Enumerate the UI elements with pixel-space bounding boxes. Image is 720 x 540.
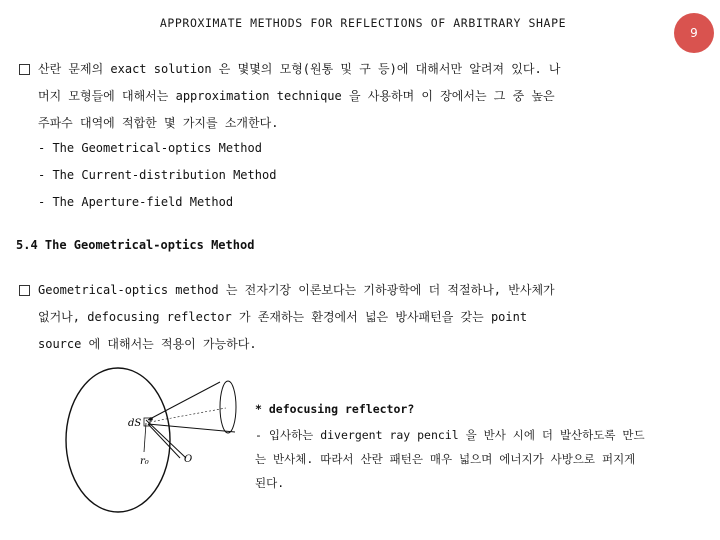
page-number-badge: 9	[674, 13, 714, 53]
method-item-current: - The Current-distribution Method	[38, 168, 277, 182]
method-item-aperture: - The Aperture-field Method	[38, 195, 234, 209]
note-line-1: - 입사하는 divergent ray pencil 을 반사 시에 더 발산하도록 만드	[255, 428, 645, 442]
section-heading: 5.4 The Geometrical-optics Method	[16, 238, 255, 252]
cone-mouth	[220, 381, 236, 433]
patch-point	[149, 417, 153, 421]
reflector-diagram	[60, 360, 250, 530]
intro-line-3: 주파수 대역에 적합한 몇 가지를 소개한다.	[38, 116, 279, 130]
note-line-3: 된다.	[255, 476, 285, 490]
label-r0: r₀	[140, 456, 149, 467]
note-title: * defocusing reflector?	[255, 402, 415, 416]
slide-title: APPROXIMATE METHODS FOR REFLECTIONS OF ARBITRARY SHAPE	[159, 16, 567, 30]
section-line-1: Geometrical-optics method 는 전자기장 이론보다는 기하광학에 더 적절하나, 반사체가	[38, 283, 555, 297]
bullet-square-icon	[19, 285, 30, 296]
label-ds: dS	[128, 418, 142, 429]
intro-line-2: 머지 모형들에 대해서는 approximation technique 을 사용하며 이 장에서는 그 중 높은	[38, 89, 555, 103]
incident-ray-2	[148, 424, 180, 458]
cone-edge-upper	[148, 382, 220, 420]
label-origin: O	[184, 454, 193, 465]
method-item-geometrical: - The Geometrical-optics Method	[38, 141, 262, 155]
reflector-surface	[66, 368, 170, 512]
cone-axis	[150, 408, 226, 422]
position-vector-r0	[144, 423, 146, 452]
note-line-2: 는 반사체. 따라서 산란 패턴은 매우 넓으며 에너지가 사방으로 퍼지게	[255, 452, 636, 466]
bullet-square-icon	[19, 64, 30, 75]
section-line-2: 없거나, defocusing reflector 가 존재하는 환경에서 넓은 방사패턴을 갖는 point	[38, 310, 528, 324]
intro-line-1: 산란 문제의 exact solution 은 몇몇의 모형(원통 및 구 등)에 대해서만 알려져 있다. 나	[38, 62, 561, 76]
section-line-3: source 에 대해서는 적용이 가능하다.	[38, 337, 257, 351]
